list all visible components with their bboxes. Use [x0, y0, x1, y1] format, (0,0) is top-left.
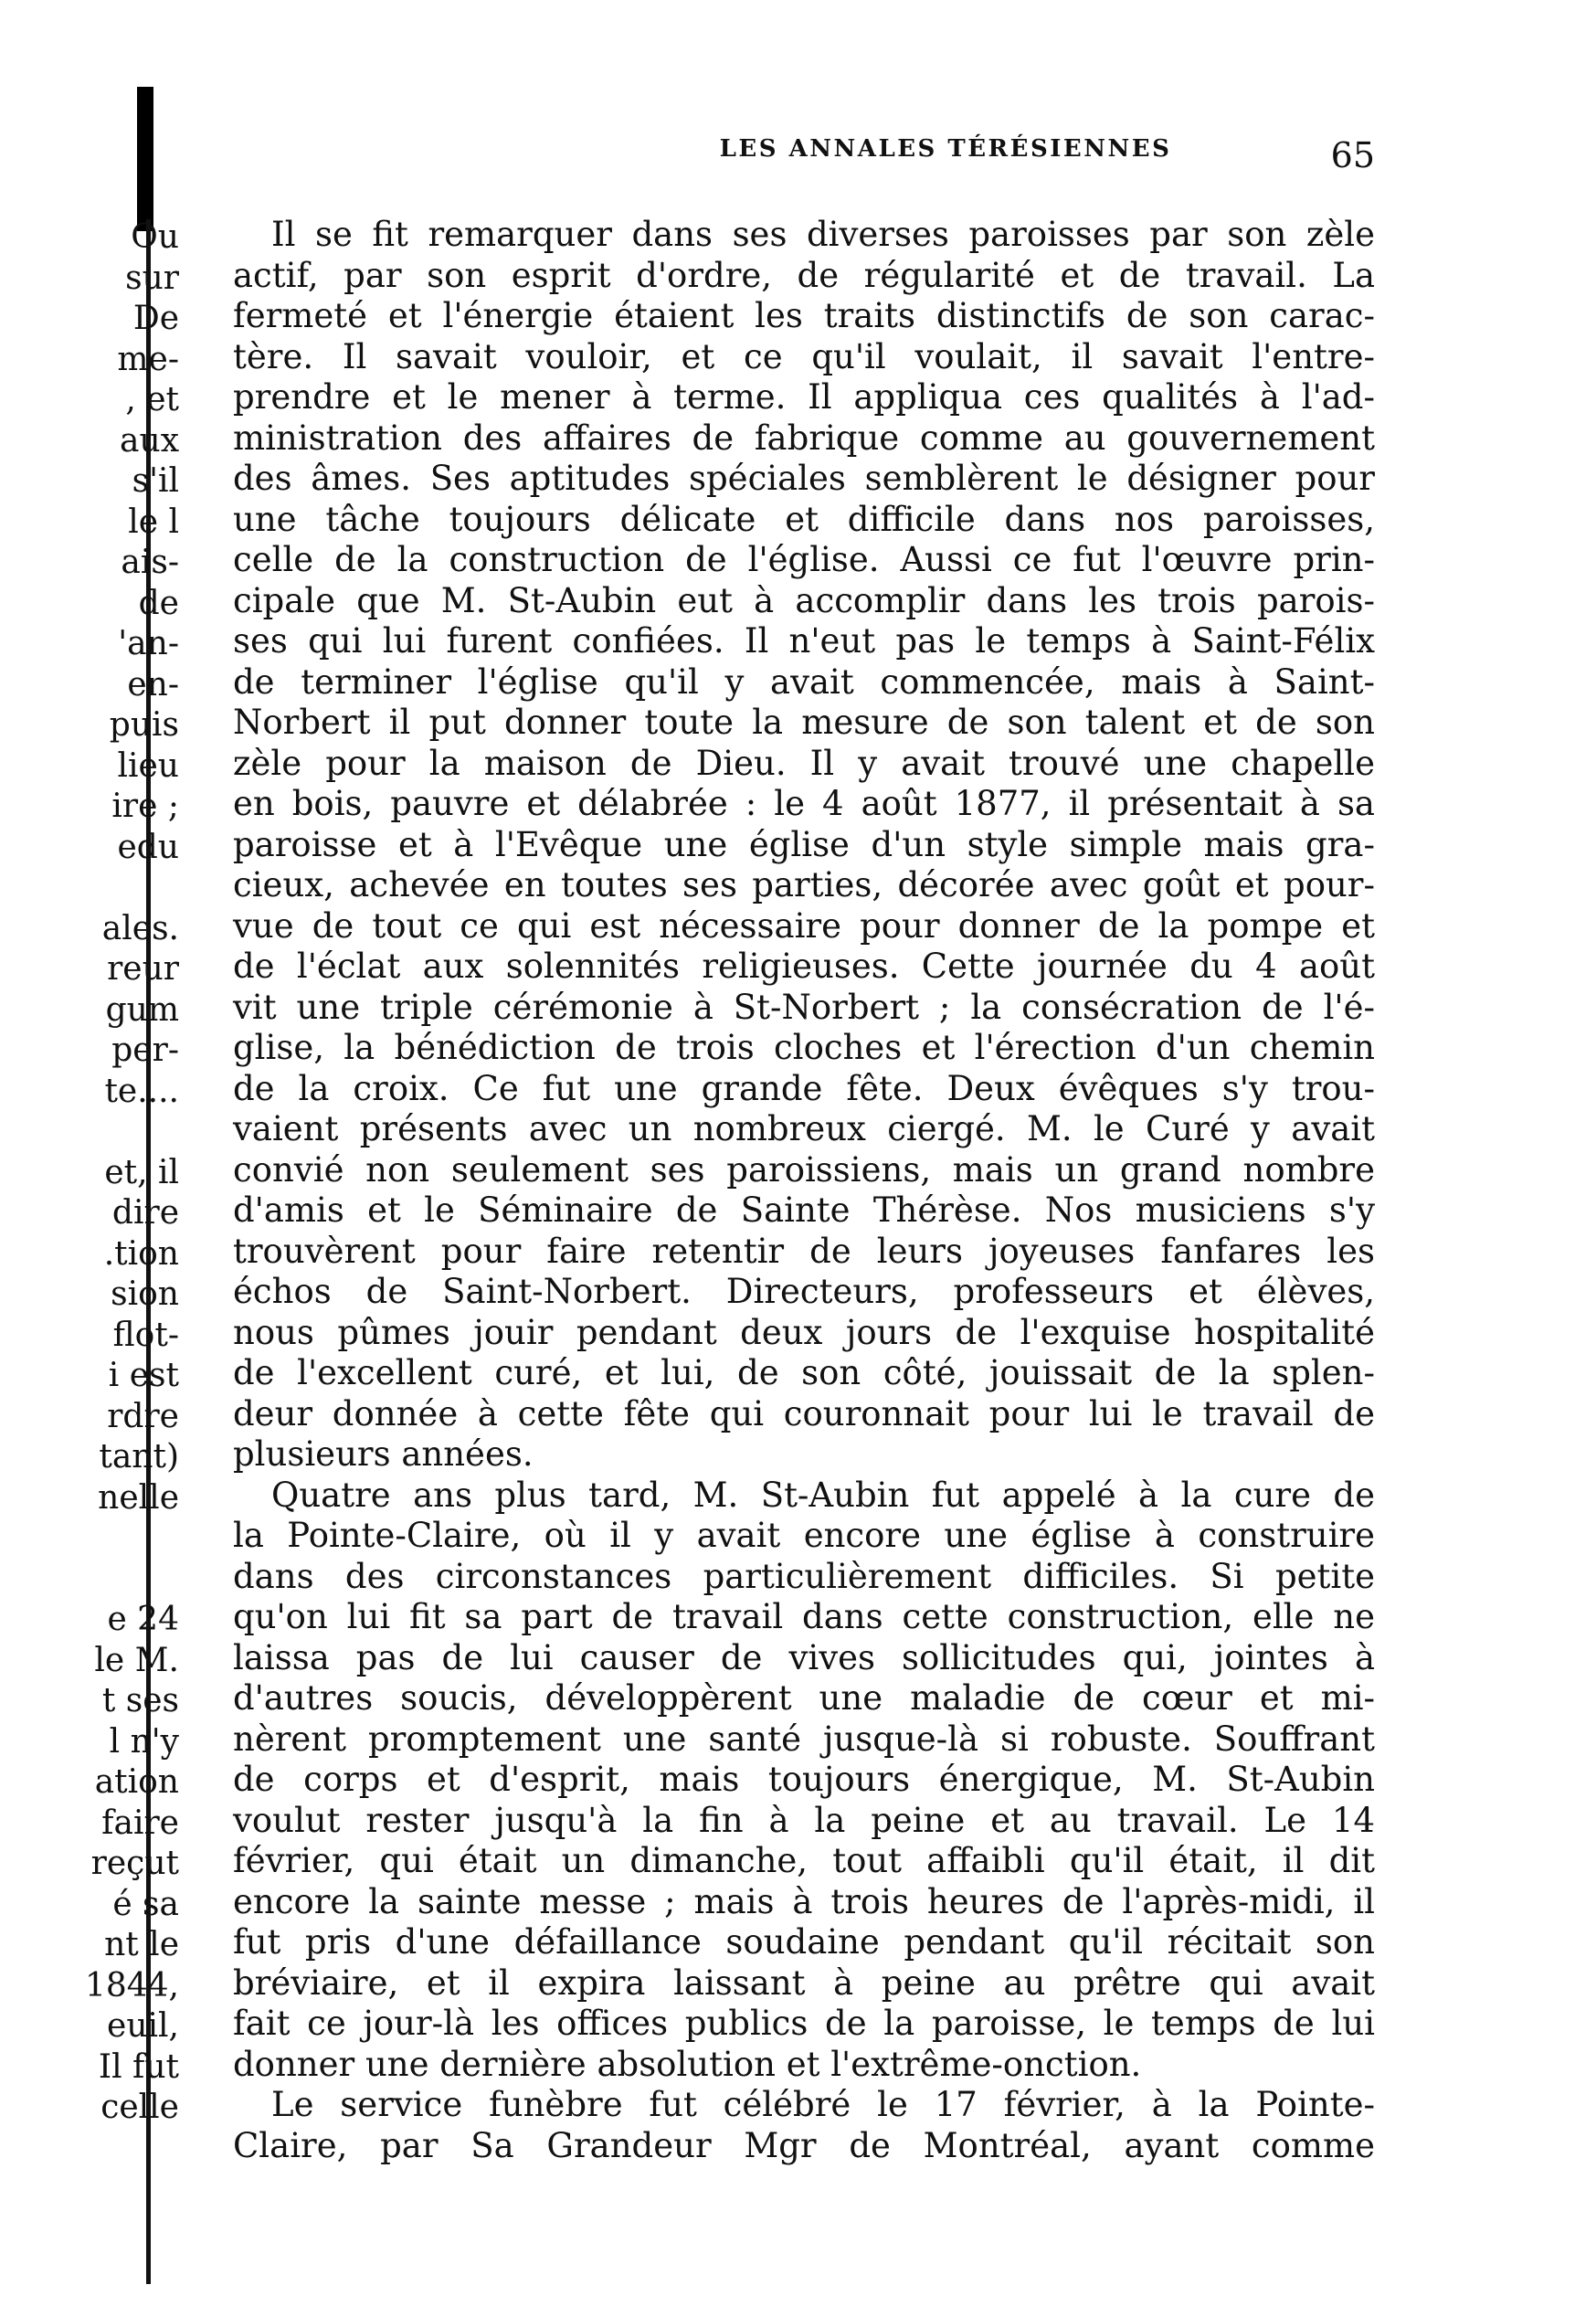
binding-edge: [137, 87, 153, 231]
page-header: [233, 135, 1375, 175]
margin-fragment: euil,: [107, 2007, 179, 2045]
text-line: une tâche toujours délicate et difficile dans nos paroisses,: [233, 499, 1375, 539]
text-line: vit une triple cérémonie à St-Norbert ; la consécration de l'é-: [233, 987, 1375, 1027]
body-text: [233, 215, 1375, 2166]
margin-fragment: dire: [111, 1194, 179, 1232]
text-line: d'autres soucis, développèrent une maladie de cœur et mi-: [233, 1678, 1375, 1718]
text-line: vaient présents avec un nombreux ciergé. M. le Curé y avait: [233, 1109, 1375, 1148]
text-line: de corps et d'esprit, mais toujours énergique, M. St-Aubin: [233, 1760, 1375, 1799]
margin-fragment: ales.: [101, 909, 179, 947]
margin-fragment: ais-: [121, 544, 179, 581]
text-line: de terminer l'église qu'il y avait commencée, mais à Saint-: [233, 661, 1375, 702]
text-line: deur donnée à cette fête qui couronnait pour lui le travail de: [233, 1393, 1375, 1433]
text-line: vue de tout ce qui est nécessaire pour donner de la pompe et: [233, 905, 1375, 946]
text-line: fermeté et l'énergie étaient les traits distinctifs de son carac-: [233, 296, 1375, 335]
text-line: zèle pour la maison de Dieu. Il y avait trouvé une chapelle: [233, 743, 1375, 783]
margin-fragment: Ou: [131, 218, 179, 256]
text-line: d'amis et le Séminaire de Sainte Thérèse. Nos musiciens s'y: [233, 1190, 1375, 1230]
text-line: nèrent promptement une santé jusque-là si robuste. Souffrant: [233, 1719, 1375, 1759]
margin-fragment: [0, 868, 183, 909]
facing-page-fragments: [0, 217, 183, 2129]
margin-fragment: .tion: [103, 1234, 179, 1273]
page-number: 65: [1330, 135, 1375, 175]
margin-fragment: rdre: [107, 1397, 179, 1435]
margin-fragment: le l: [128, 502, 179, 541]
margin-fragment: flot-: [112, 1316, 179, 1354]
margin-fragment: 1844,: [84, 1966, 179, 2005]
margin-fragment: faire: [101, 1804, 179, 1842]
text-line: glise, la bénédiction de trois cloches et l'érection d'un chemin: [233, 1028, 1375, 1067]
text-line: des âmes. Ses aptitudes spéciales semblèrent le désigner pour: [233, 459, 1375, 498]
margin-fragment: i est: [108, 1357, 179, 1394]
margin-fragment: Il fut: [98, 2047, 179, 2086]
text-line: dans des circonstances particulièrement difficiles. Si petite: [233, 1556, 1375, 1596]
text-line: échos de Saint-Norbert. Directeurs, professeurs et élèves,: [233, 1272, 1375, 1311]
text-line: Le service funèbre fut célébré le 17 février, à la Pointe-: [271, 2085, 1375, 2124]
margin-fragment: l n'y: [109, 1722, 179, 1761]
text-line: février, qui était un dimanche, tout affaibli qu'il était, il dit: [233, 1841, 1375, 1880]
text-line: trouvèrent pour faire retentir de leurs joyeuses fanfares les: [233, 1231, 1375, 1271]
text-line: Quatre ans plus tard, M. St-Aubin fut appelé à la cure de: [271, 1475, 1375, 1515]
text-line: voulut rester jusqu'à la fin à la peine et au travail. Le 14: [233, 1800, 1375, 1840]
text-line: Claire, par Sa Grandeur Mgr de Montréal, ayant comme: [233, 2125, 1375, 2165]
margin-fragment: et, il: [104, 1153, 179, 1191]
text-line: Il se fit remarquer dans ses diverses paroisses par son zèle: [271, 215, 1375, 254]
text-line: donner une dernière absolution et l'extrême-onction.: [233, 2044, 1142, 2084]
text-line: encore la sainte messe ; mais à trois heures de l'après-midi, il: [233, 1881, 1375, 1921]
margin-fragment: per-: [111, 1031, 179, 1069]
text-line: prendre et le mener à terme. Il appliqua ces qualités à l'ad-: [233, 377, 1375, 417]
margin-fragment: é sa: [112, 1885, 179, 1923]
margin-fragment: [0, 1518, 183, 1560]
margin-fragment: 'an-: [118, 625, 179, 662]
text-line: de l'éclat aux solennités religieuses. Cette journée du 4 août: [233, 947, 1375, 986]
margin-fragment: tant): [99, 1438, 179, 1476]
margin-fragment: , et: [125, 381, 179, 418]
text-line: nous pûmes jouir pendant deux jours de l'exquise hospitalité: [233, 1312, 1375, 1352]
running-title: LES ANNALES TÉRÉSIENNES: [719, 135, 1172, 163]
margin-fragment: t ses: [101, 1682, 179, 1719]
text-line: en bois, pauvre et délabrée : le 4 août 1877, il présentait à sa: [233, 784, 1375, 823]
margin-fragment: reur: [107, 950, 179, 988]
margin-fragment: s'il: [132, 462, 179, 500]
text-line: Norbert il put donner toute la mesure de son talent et de son: [233, 703, 1375, 742]
text-line: ses qui lui furent confiées. Il n'eut pas le temps à Saint-Félix: [233, 621, 1375, 661]
text-line: bréviaire, et il expira laissant à peine au prêtre qui avait: [233, 1962, 1375, 2003]
text-line: tère. Il savait vouloir, et ce qu'il voulait, il savait l'entre-: [233, 336, 1375, 376]
margin-fragment: me-: [117, 340, 179, 378]
margin-fragment: lieu: [117, 746, 179, 785]
margin-fragment: gum: [105, 990, 179, 1029]
margin-fragment: [0, 1560, 183, 1601]
text-line: de l'excellent curé, et lui, de son côté, jouissait de la splen-: [233, 1353, 1375, 1392]
margin-fragment: aux: [120, 421, 179, 460]
margin-fragment: puis: [109, 706, 179, 744]
margin-fragment: reçut: [90, 1845, 179, 1882]
margin-fragment: sur: [125, 259, 179, 297]
margin-fragment: ation: [94, 1763, 179, 1801]
margin-fragment: en-: [127, 665, 179, 703]
text-line: de la croix. Ce fut une grande fête. Deux évêques s'y trou-: [233, 1068, 1375, 1108]
margin-fragment: celle: [100, 2089, 179, 2126]
text-line: fut pris d'une défaillance soudaine pendant qu'il récitait son: [233, 1922, 1375, 1962]
margin-fragment: ire ;: [111, 788, 179, 825]
text-line: la Pointe-Claire, où il y avait encore une église à construire: [233, 1516, 1375, 1555]
margin-fragment: edu: [117, 828, 179, 866]
margin-fragment: [0, 1112, 183, 1153]
margin-fragment: nelle: [98, 1478, 179, 1517]
text-line: laissa pas de lui causer de vives sollicitudes qui, jointes à: [233, 1637, 1375, 1677]
text-line: celle de la construction de l'église. Aussi ce fut l'œuvre prin-: [233, 540, 1375, 579]
text-line: cipale que M. St-Aubin eut à accomplir dans les trois parois-: [233, 580, 1375, 620]
margin-fragment: le M.: [94, 1641, 179, 1679]
text-line: convié non seulement ses paroissiens, mais un grand nombre: [233, 1149, 1375, 1190]
text-line: cieux, achevée en toutes ses parties, décorée avec goût et pour-: [233, 865, 1375, 904]
text-line: actif, par son esprit d'ordre, de régularité et de travail. La: [233, 255, 1375, 295]
text-line: ministration des affaires de fabrique comme au gouvernement: [233, 418, 1375, 458]
text-line: paroisse et à l'Evêque une église d'un style simple mais gra-: [233, 824, 1375, 864]
text-line: plusieurs années.: [233, 1434, 534, 1474]
text-line: qu'on lui fit sa part de travail dans cette construction, elle ne: [233, 1597, 1375, 1636]
margin-fragment: De: [132, 300, 179, 337]
margin-fragment: nt le: [104, 1926, 179, 1963]
text-line: fait ce jour-là les offices publics de la paroisse, le temps de lui: [233, 2004, 1375, 2043]
margin-fragment: te....: [104, 1072, 179, 1110]
margin-fragment: e 24: [107, 1601, 179, 1638]
margin-fragment: de: [138, 584, 179, 622]
margin-fragment: sion: [111, 1275, 179, 1313]
